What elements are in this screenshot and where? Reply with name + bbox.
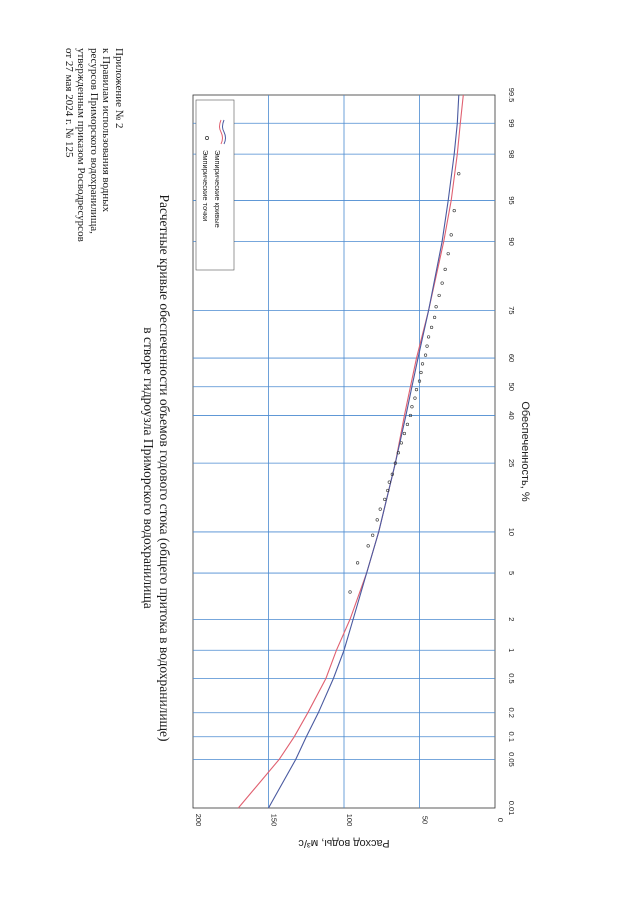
- data-point: [453, 209, 456, 212]
- probability-tick-label: 0.2: [507, 707, 516, 718]
- chart-title-line-1: Расчетные кривые обеспеченности объемов годового стока (общего притока в водохранилище): [157, 194, 172, 742]
- probability-tick-label: 50: [507, 382, 516, 391]
- data-point: [415, 388, 418, 391]
- data-point: [400, 442, 403, 445]
- probability-tick-label: 75: [507, 306, 516, 315]
- header-line-1: Приложение № 2: [113, 48, 125, 129]
- probability-tick-label: 0.05: [507, 752, 516, 767]
- probability-tick-label: 25: [507, 458, 516, 468]
- chart-title-line-2: в створе гидроузла Приморского водохранилища: [141, 327, 156, 609]
- data-point: [406, 423, 409, 426]
- legend-label-points: Эмпирические точки: [201, 150, 210, 222]
- header-line-5: от 27 мая 2024 г. № 125: [63, 48, 75, 158]
- value-tick-label: 100: [345, 813, 354, 827]
- value-tick-label: 200: [194, 813, 203, 827]
- legend-label-curves: Эмпирические кривые: [213, 150, 222, 228]
- probability-tick-label: 1: [507, 648, 516, 653]
- chart-legend: [196, 100, 234, 270]
- x-axis-title: Обеспеченность, %: [519, 401, 531, 502]
- data-point: [420, 371, 423, 374]
- header-line-2: к Правилам использования водных: [100, 48, 113, 213]
- data-point: [447, 252, 450, 255]
- data-point: [435, 305, 438, 308]
- data-point: [430, 326, 433, 329]
- probability-tick-label: 10: [507, 527, 516, 537]
- curve-line-2: [269, 95, 459, 808]
- data-point: [438, 294, 441, 297]
- value-tick-label: 150: [269, 813, 279, 827]
- data-point: [349, 591, 352, 594]
- probability-tick-label: 90: [507, 237, 516, 246]
- curve-line-1: [238, 95, 463, 808]
- probability-tick-label: 5: [507, 570, 516, 576]
- probability-tick-label: 99.5: [507, 87, 516, 103]
- data-point: [379, 508, 382, 511]
- header-line-4: утвержденным приказом Росводресурсов: [75, 48, 88, 242]
- data-point: [356, 562, 359, 565]
- data-point: [421, 363, 424, 366]
- data-point: [424, 354, 427, 357]
- data-point: [450, 234, 453, 237]
- data-point: [376, 519, 379, 522]
- probability-tick-label: 0.01: [507, 800, 516, 816]
- header-line-3: ресурсов Приморского водохранилища,: [88, 48, 100, 234]
- probability-tick-label: 60: [507, 353, 516, 363]
- probability-tick-label: 95: [507, 196, 516, 205]
- chart-labels: [194, 88, 531, 849]
- data-point: [457, 172, 460, 175]
- probability-tick-label: 0.1: [507, 731, 516, 742]
- data-point: [444, 268, 447, 271]
- probability-tick-label: 99: [507, 119, 516, 128]
- probability-tick-label: 98: [507, 149, 516, 159]
- data-point: [427, 336, 430, 339]
- probability-tick-label: 2: [507, 617, 516, 622]
- probability-tick-label: 0.5: [507, 673, 516, 684]
- data-point: [367, 545, 370, 548]
- value-tick-label: 50: [420, 815, 430, 825]
- data-point: [403, 432, 406, 435]
- data-point: [441, 282, 444, 285]
- data-point: [426, 345, 429, 348]
- data-point: [411, 405, 414, 408]
- value-tick-label: 0: [496, 817, 505, 823]
- data-point: [371, 534, 374, 537]
- chart-series: [238, 95, 463, 808]
- data-point: [414, 397, 417, 400]
- data-point: [433, 316, 436, 319]
- probability-tick-label: 40: [507, 411, 516, 420]
- data-point: [383, 498, 386, 501]
- y-axis-title: Расход воды, м³/с: [298, 837, 390, 849]
- chart-grid: [193, 95, 495, 808]
